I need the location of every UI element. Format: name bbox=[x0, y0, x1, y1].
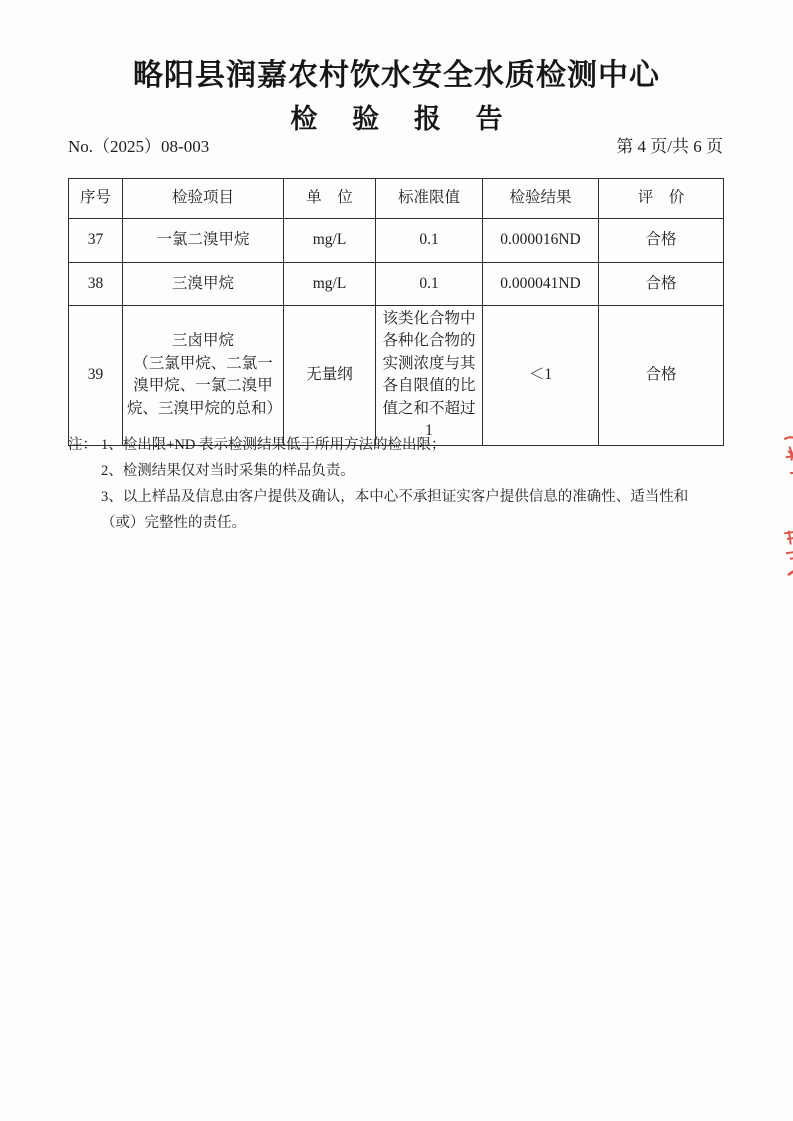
cell-item: 一氯二溴甲烷 bbox=[123, 219, 284, 263]
meta-row bbox=[68, 132, 723, 157]
header-result: 检验结果 bbox=[483, 179, 599, 219]
page-title: 略阳县润嘉农村饮水安全水质检测中心 bbox=[133, 59, 660, 92]
table-row bbox=[69, 263, 724, 306]
report-number: No.（2025）08-003 bbox=[68, 137, 210, 156]
table-row bbox=[69, 306, 724, 446]
cell-unit: mg/L bbox=[284, 263, 376, 306]
cell-result: ＜1 bbox=[483, 306, 599, 446]
stamp-fragment-icon bbox=[779, 523, 793, 584]
header-item: 检验项目 bbox=[123, 179, 284, 219]
cell-item bbox=[123, 306, 284, 446]
cell-no: 37 bbox=[69, 219, 123, 263]
cell-item-name: 三卤甲烷 bbox=[171, 332, 234, 350]
cell-unit: 无量纲 bbox=[284, 306, 376, 446]
stamp-fragment-icon bbox=[779, 431, 793, 486]
results-table bbox=[68, 178, 724, 446]
cell-limit: 该类化合物中各种化合物的实测浓度与其各自限值的比值之和不超过 1 bbox=[376, 306, 483, 446]
header-unit: 单 位 bbox=[284, 179, 376, 219]
table-header-row bbox=[69, 179, 724, 219]
cell-result: 0.000016ND bbox=[483, 219, 599, 263]
header-limit: 标准限值 bbox=[376, 179, 483, 219]
footnotes bbox=[68, 432, 700, 536]
cell-no: 38 bbox=[69, 263, 123, 306]
cell-evaluation: 合格 bbox=[599, 263, 724, 306]
header-no: 序号 bbox=[69, 179, 123, 219]
cell-evaluation: 合格 bbox=[599, 219, 724, 263]
table-row bbox=[69, 219, 724, 263]
report-subtitle: 检 验 报 告 bbox=[290, 104, 517, 134]
cell-no: 39 bbox=[69, 306, 123, 446]
cell-item: 三溴甲烷 bbox=[123, 263, 284, 306]
notes-label: 注： bbox=[68, 437, 97, 453]
cell-limit: 0.1 bbox=[376, 263, 483, 306]
header-evaluation: 评 价 bbox=[599, 179, 724, 219]
cell-evaluation: 合格 bbox=[599, 306, 724, 446]
note-item: 2、检测结果仅对当时采集的样品负责。 bbox=[101, 463, 355, 479]
note-item: 1、检出限+ND 表示检测结果低于所用方法的检出限； bbox=[101, 437, 446, 453]
cell-item-detail: （三氯甲烷、二氯一溴甲烷、一氯二溴甲烷、三溴甲烷的总和） bbox=[127, 354, 283, 417]
note-item: 3、以上样品及信息由客户提供及确认，本中心不承担证实客户提供信息的准确性、适当性和（或）完整性的责任。 bbox=[101, 489, 689, 531]
cell-result: 0.000041ND bbox=[483, 263, 599, 306]
cell-unit: mg/L bbox=[284, 219, 376, 263]
cell-limit: 0.1 bbox=[376, 219, 483, 263]
page-indicator: 第 4 页/共 6 页 bbox=[616, 137, 723, 156]
